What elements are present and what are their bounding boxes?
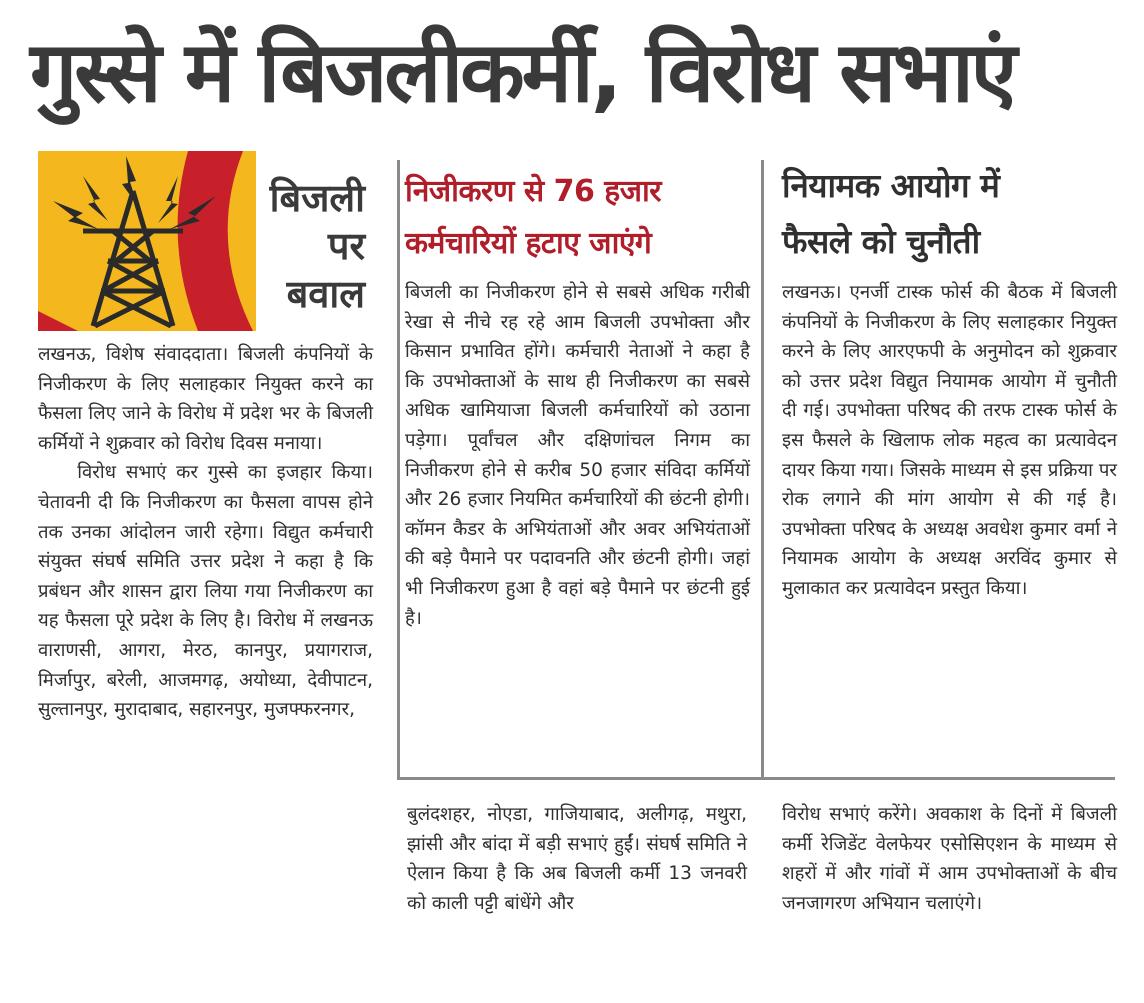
middle-story-heading: निजीकरण से 76 हजार कर्मचारियों हटाए जाएंगे [405, 174, 662, 261]
logo-line-3: बवाल [286, 272, 365, 316]
column-divider-left [397, 160, 400, 778]
logo-line-2: पर [327, 224, 365, 268]
box-bottom-rule [397, 777, 1115, 780]
right-bottom-text: विरोध सभाएं करेंगे। अवकाश के दिनों में बिजली कर्मी रेजिडेंट वेलफेयर एसोसिएशन के माध्यम से शहरों में और गांवों में आम उपभोक्ताओं के बीच जनजागरण अभियान चलाएंगे। [782, 804, 1123, 914]
bijli-par-bawal-logo [38, 151, 373, 331]
logo-line-1: बिजली [269, 176, 365, 220]
left-column-text: लखनऊ, विशेष संवाददाता। बिजली कंपनियों के निजीकरण के लिए सलाहकार नियुक्त करने का फैसला लिए जाने के विरोध में प्रदेश भर के बिजली कर्मियों ने शुक्रवार को विरोध दिवस मनाया। विरोध सभाएं कर गुस्से का इजहार किया। चेतावनी दी कि निजीकरण का फैसला वापस होने तक उनका आंदोलन जारी रहेगा। विद्युत कर्मचारी संयुक्त संघर्ष समिति उत्तर प्रदेश ने कहा है कि प्रबंधन और शासन द्वारा लिया गया निजीकरण का यह फैसला पूरे प्रदेश के लिए है। विरोध में लखनऊ वाराणसी, आगरा, मेरठ, कानपुर, प्रयागराज, मिर्जापुर, बरेली, आजमगढ़, अयोध्या, देवीपाटन, सुल्तानपुर, मुरादाबाद, सहारनपुर, मुजफ्फरनगर, [38, 344, 373, 721]
column-divider-middle [761, 160, 764, 778]
right-story-body: लखनऊ। एनर्जी टास्क फोर्स की बैठक में बिजली कंपनियों के निजीकरण के लिए सलाहकार नियुक्त करने के लिए आरएफपी के अनुमोदन को शुक्रवार को उत्तर प्रदेश विद्युत नियामक आयोग में चुनौती दी गई। उपभोक्ता परिषद की तरफ टास्क फोर्स के इस फैसले के खिलाफ लोक महत्व का प्रत्यावेदन दायर किया गया। जिसके माध्यम से इस प्रक्रिया पर रोक लगाने की मांग आयोग से की गई है। उपभोक्ता परिषद के अध्यक्ष अवधेश कुमार वर्मा ने नियामक आयोग के अध्यक्ष अरविंद कुमार से मुलाकात कर प्रत्यावेदन प्रस्तुत किया। [782, 282, 1123, 599]
logo-text-panel [256, 151, 373, 331]
right-story-heading: नियामक आयोग में फैसले को चुनौती [782, 166, 1000, 261]
headline: गुस्से में बिजलीकर्मी, विरोध सभाएं [30, 23, 1015, 121]
middle-bottom-text: बुलंदशहर, नोएडा, गाजियाबाद, अलीगढ़, मथुरा, झांसी और बांदा में बड़ी सभाएं हुईं। संघर्ष समिति ने ऐलान किया है कि अब बिजली कर्मी 13 जनवरी को काली पट्टी बांधेंगे और [407, 804, 753, 914]
middle-story-body: बिजली का निजीकरण होने से सबसे अधिक गरीबी रेखा से नीचे रह रहे आम बिजली उपभोक्ता और किसान प्रभावित होंगे। कर्मचारी नेताओं ने कहा है कि उपभोक्ताओं के साथ ही निजीकरण का सबसे अधिक खामियाजा बिजली कर्मचारियों को उठाना पड़ेगा। पूर्वांचल और दक्षिणांचल निगम का निजीकरण होने से करीब 50 हजार संविदा कर्मियों और 26 हजार नियमित कर्मचारियों की छंटनी होगी। कॉमन कैडर के अभियंताओं और अवर अभियंताओं की बड़े पैमाने पर पदावनति और छंटनी होगी। जहां भी निजीकरण हुआ है वहां बड़े पैमाने पर छंटनी हुई है। [405, 282, 756, 629]
